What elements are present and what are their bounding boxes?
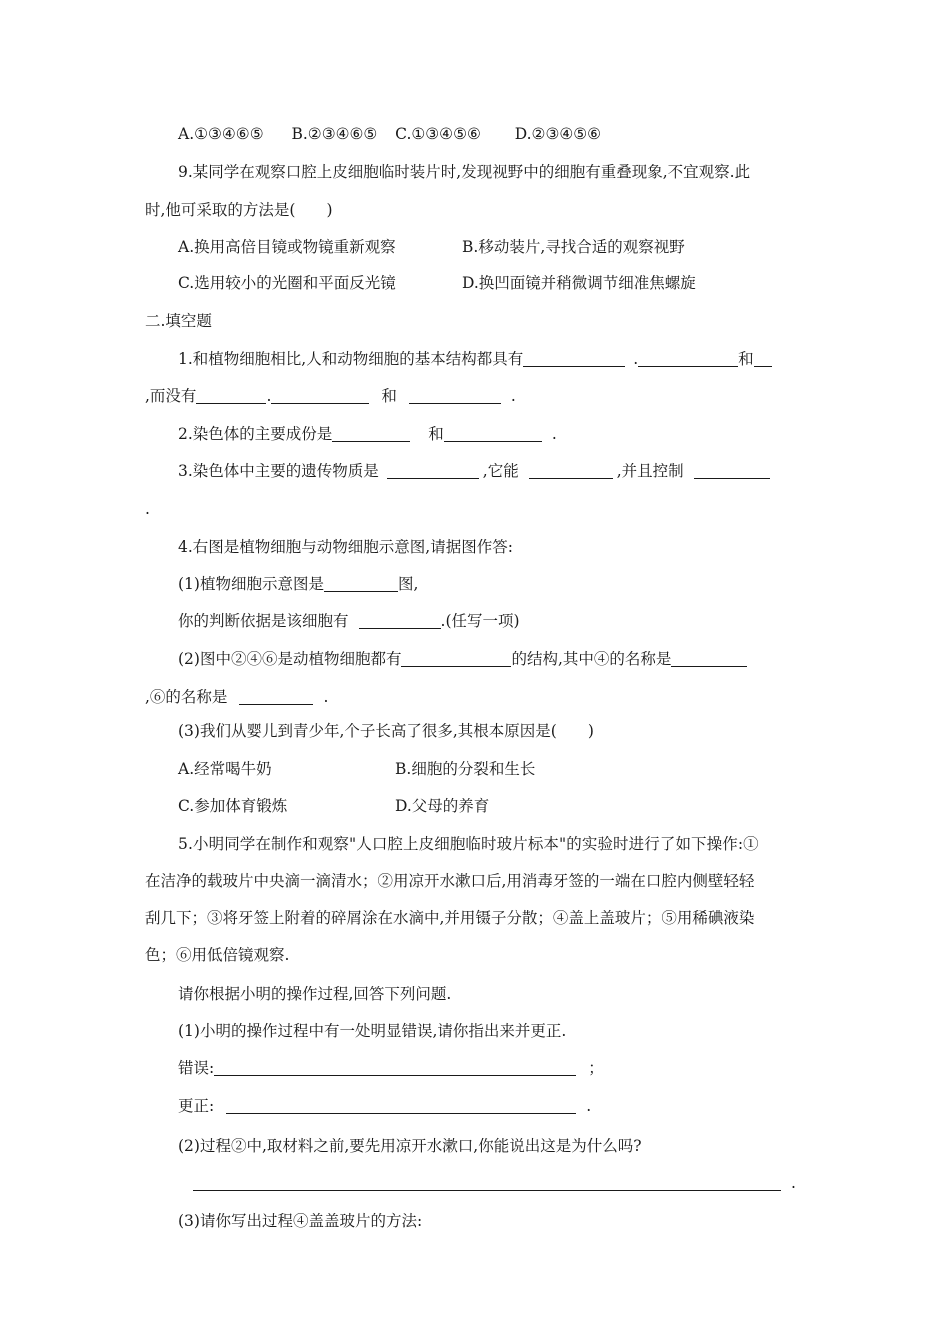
q9-line2: 时,他可采取的方法是( ) [145, 201, 333, 219]
answer-blank[interactable] [671, 648, 747, 667]
fill5-1: (1)小明的操作过程中有一处明显错误,请你指出来并更正. [178, 1022, 567, 1040]
fill5-line3: 刮几下；③将牙签上附着的碎屑涂在水滴中,并用镊子分散；④盖上盖玻片；⑤用稀碘液染 [145, 909, 755, 927]
q9-option-c: C.选用较小的光圈和平面反光镜 [178, 274, 396, 292]
fill4-3-option-b: B.细胞的分裂和生长 [395, 760, 536, 778]
answer-blank[interactable] [226, 1095, 576, 1114]
fill5-2-answer: . [193, 1168, 796, 1198]
q9-line1: 9.某同学在观察口腔上皮细胞临时装片时,发现视野中的细胞有重叠现象,不宜观察.此 [178, 163, 751, 181]
answer-blank[interactable] [214, 1057, 576, 1076]
answer-blank[interactable] [444, 423, 542, 442]
fill5-3: (3)请你写出过程④盖盖玻片的方法: [178, 1212, 423, 1230]
fill5-2: (2)过程②中,取材料之前,要先用凉开水漱口,你能说出这是为什么吗? [178, 1137, 642, 1155]
fill5-line2: 在洁净的载玻片中央滴一滴清水；②用凉开水漱口后,用消毒牙签的一端在口腔内侧壁轻轻 [145, 872, 755, 890]
fill5-line1: 5.小明同学在制作和观察"人口腔上皮细胞临时玻片标本"的实验时进行了如下操作:① [178, 835, 759, 853]
fill4-3: (3)我们从婴儿到青少年,个子长高了很多,其根本原因是( ) [178, 722, 594, 740]
answer-blank[interactable] [523, 348, 625, 367]
answer-blank[interactable] [196, 385, 266, 404]
answer-blank[interactable] [359, 610, 441, 629]
option-a: A.①③④⑥⑤ [178, 125, 264, 143]
fill2: 2.染色体的主要成份是 和 . [178, 425, 557, 443]
option-d: D.②③④⑤⑥ [514, 125, 602, 143]
q8-options [178, 119, 601, 149]
fill4-2-line2: ,⑥的名称是 . [145, 688, 329, 706]
fill3: 3.染色体中主要的遗传物质是 ,它能 ,并且控制 [178, 456, 770, 486]
fill3-end: . [145, 500, 150, 518]
fill5-instruction: 请你根据小明的操作过程,回答下列问题. [178, 985, 452, 1003]
answer-blank[interactable] [239, 686, 313, 705]
fill1-line1: 1.和植物细胞相比,人和动物细胞的基本结构都具有 . 和 [178, 344, 772, 374]
answer-blank[interactable] [529, 460, 613, 479]
fill4-3-option-a: A.经常喝牛奶 [178, 760, 272, 778]
section-heading: 二.填空题 [145, 312, 212, 330]
answer-blank[interactable] [638, 348, 738, 367]
q9-option-a: A.换用高倍目镜或物镜重新观察 [178, 238, 396, 256]
answer-blank[interactable] [271, 385, 369, 404]
answer-blank[interactable] [193, 1172, 781, 1191]
fill5-line4: 色；⑥用低倍镜观察. [145, 946, 290, 964]
q9-option-d: D.换凹面镜并稍微调节细准焦螺旋 [462, 274, 696, 292]
option-c: C.①③④⑤⑥ [395, 125, 481, 143]
answer-blank[interactable] [409, 385, 501, 404]
answer-blank[interactable] [332, 423, 410, 442]
answer-blank[interactable] [324, 573, 398, 592]
fill4-3-option-c: C.参加体育锻炼 [178, 797, 288, 815]
fill4-1-line1: (1)植物细胞示意图是 图, [178, 575, 419, 593]
answer-blank[interactable] [694, 460, 770, 479]
fix-line: 更正: . [178, 1097, 592, 1115]
answer-blank[interactable] [754, 348, 772, 367]
fill4-2-line1: (2)图中②④⑥是动植物细胞都有 的结构,其中④的名称是 [178, 644, 747, 674]
fill1-line2: ,而没有 . 和 . [145, 387, 516, 405]
option-b: B.②③④⑥⑤ [291, 125, 378, 143]
answer-blank[interactable] [401, 648, 511, 667]
fill4-1-line2: 你的判断依据是该细胞有 .(任写一项) [178, 612, 520, 630]
fill4-title: 4.右图是植物细胞与动物细胞示意图,请据图作答: [178, 538, 513, 556]
answer-blank[interactable] [387, 460, 479, 479]
error-line: 错误: ； [178, 1059, 604, 1077]
q9-option-b: B.移动装片,寻找合适的观察视野 [462, 238, 685, 256]
fill4-3-option-d: D.父母的养育 [395, 797, 490, 815]
